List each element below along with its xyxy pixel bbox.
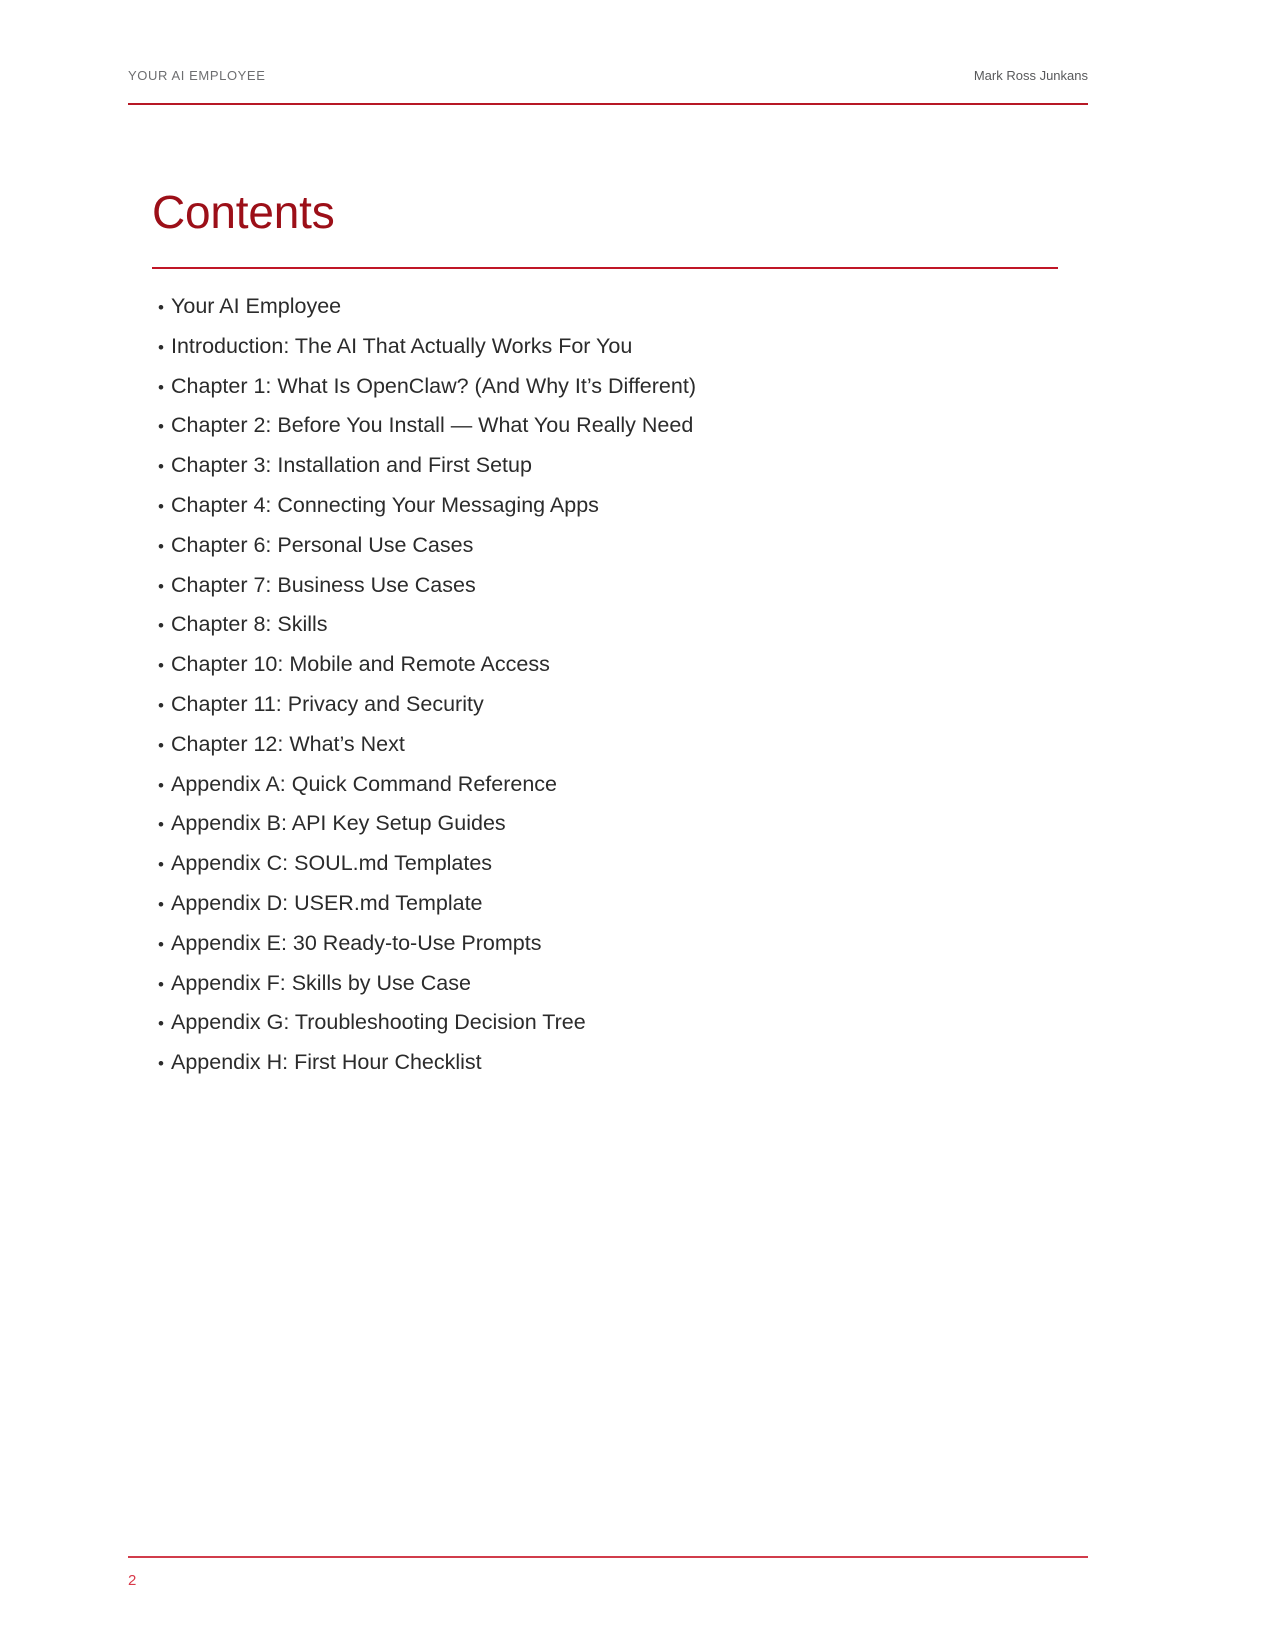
bullet-icon: •: [158, 934, 164, 954]
list-item-label: Appendix G: Troubleshooting Decision Tree: [171, 1010, 586, 1035]
bullet-icon: •: [158, 298, 164, 317]
list-item-label: Your AI Employee: [171, 294, 342, 318]
list-item[interactable]: [158, 890, 1088, 930]
header-book-title: YOUR AI EMPLOYEE: [128, 68, 266, 83]
title-divider-rule: [152, 267, 1058, 269]
list-item[interactable]: [158, 373, 1088, 413]
list-item[interactable]: [158, 810, 1088, 850]
page-title: Contents: [152, 186, 335, 238]
bullet-icon: •: [158, 775, 164, 795]
list-item-label: Appendix D: USER.md Template: [171, 890, 483, 915]
bullet-icon: •: [158, 1014, 164, 1034]
list-item-label: Chapter 12: What’s Next: [171, 731, 405, 756]
bullet-icon: •: [158, 974, 164, 994]
list-item-label: Chapter 11: Privacy and Security: [171, 691, 484, 716]
table-of-contents-list: [158, 293, 1088, 1089]
bullet-icon: •: [158, 377, 164, 397]
running-header: [128, 68, 1088, 83]
list-item[interactable]: [158, 412, 1088, 452]
list-item-label: Chapter 7: Business Use Cases: [171, 572, 476, 597]
list-item-label: Introduction: The AI That Actually Works For You: [171, 333, 633, 358]
list-item-label: Chapter 2: Before You Install — What You Really Need: [171, 413, 694, 438]
list-item[interactable]: [158, 333, 1088, 373]
bullet-icon: •: [158, 656, 164, 676]
footer-divider-rule: [128, 1556, 1088, 1558]
list-item-label: Appendix E: 30 Ready-to-Use Prompts: [171, 930, 542, 955]
list-item-label: Appendix B: API Key Setup Guides: [171, 811, 506, 836]
list-item-label: Chapter 10: Mobile and Remote Access: [171, 652, 550, 677]
bullet-icon: •: [158, 576, 164, 596]
bullet-icon: •: [158, 417, 164, 437]
bullet-icon: •: [158, 894, 164, 914]
list-item-label: Chapter 3: Installation and First Setup: [171, 453, 532, 478]
list-item[interactable]: [158, 1009, 1088, 1049]
list-item-label: Appendix C: SOUL.md Templates: [171, 851, 493, 876]
bullet-icon: •: [158, 337, 164, 357]
list-item[interactable]: [158, 572, 1088, 612]
list-item-label: Chapter 4: Connecting Your Messaging Apps: [171, 492, 599, 517]
list-item[interactable]: [158, 731, 1088, 771]
list-item[interactable]: [158, 611, 1088, 651]
list-item[interactable]: [158, 452, 1088, 492]
bullet-icon: •: [158, 536, 164, 556]
list-item-label: Chapter 1: What Is OpenClaw? (And Why It’s Different): [171, 373, 696, 398]
bullet-icon: •: [158, 457, 164, 477]
list-item[interactable]: [158, 1049, 1088, 1089]
bullet-icon: •: [158, 496, 164, 516]
list-item[interactable]: [158, 850, 1088, 890]
title-block: [152, 188, 1062, 269]
header-author-name: Mark Ross Junkans: [973, 68, 1088, 83]
list-item-label: Appendix A: Quick Command Reference: [171, 771, 558, 796]
bullet-icon: •: [158, 616, 164, 636]
bullet-icon: •: [158, 815, 164, 835]
list-item[interactable]: [158, 970, 1088, 1010]
header-divider-rule: [128, 103, 1088, 105]
list-item[interactable]: [158, 930, 1088, 970]
bullet-icon: •: [158, 735, 164, 755]
list-item-label: Appendix F: Skills by Use Case: [171, 970, 471, 995]
list-item[interactable]: [158, 532, 1088, 572]
bullet-icon: •: [158, 695, 164, 715]
list-item[interactable]: [158, 771, 1088, 811]
list-item[interactable]: [158, 651, 1088, 691]
list-item[interactable]: [158, 691, 1088, 731]
list-item-label: Chapter 6: Personal Use Cases: [171, 532, 474, 557]
list-item-label: Chapter 8: Skills: [171, 612, 328, 637]
list-item-label: Appendix H: First Hour Checklist: [171, 1050, 482, 1075]
page-number: 2: [128, 1572, 137, 1589]
list-item[interactable]: [158, 492, 1088, 532]
list-item[interactable]: [158, 293, 1088, 333]
bullet-icon: •: [158, 855, 164, 875]
bullet-icon: •: [158, 1054, 164, 1074]
